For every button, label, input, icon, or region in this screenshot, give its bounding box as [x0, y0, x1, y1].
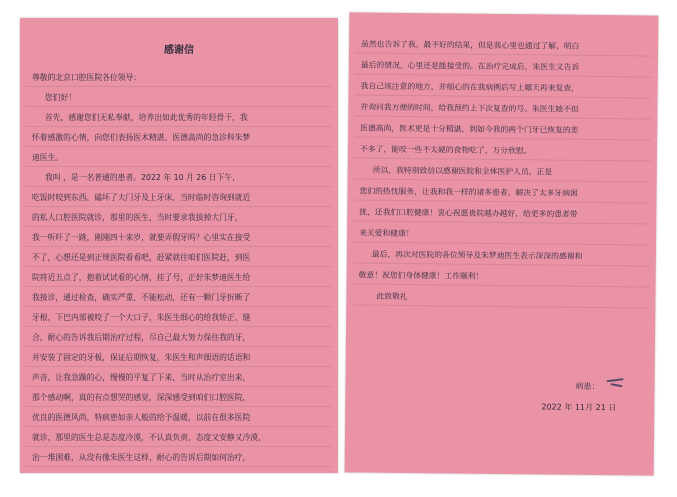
letter-line: 迪医生。	[32, 153, 64, 162]
ruled-line	[353, 262, 650, 266]
letter-title: 感谢信	[164, 45, 194, 56]
ruled-line	[354, 136, 651, 140]
ruled-line	[354, 115, 651, 119]
ruled-line	[26, 106, 332, 107]
ruled-line	[355, 94, 652, 98]
ruled-line	[26, 246, 332, 247]
ruled-line	[353, 241, 650, 245]
letter-line: 怀着感激的心情，向您们表扬医术精湛、医德高尚的急诊科朱梦	[32, 133, 251, 142]
ruled-line	[355, 73, 652, 77]
letter-line: 牙根，下巴内部被咬了一个大口子，朱医生细心的给我矫正、缝	[32, 313, 251, 322]
letter-line: 敬意！祝您们身体健康！工作顺利！	[358, 270, 484, 281]
ruled-line	[26, 446, 332, 447]
ruled-line	[26, 266, 332, 267]
ruled-line	[26, 86, 332, 87]
letter-line: 您们好！	[45, 93, 77, 102]
letter-line: 最后的情况，心里还是能接受的。在治疗完成后，朱医生又告诉	[360, 60, 580, 72]
signature-label: 病患：	[575, 381, 600, 392]
ruled-line	[352, 304, 649, 308]
ruled-line	[26, 206, 332, 207]
letter-line: 虽然也告诉了我，最不好的结果，但是我心里也通过了解，明白	[361, 39, 580, 51]
letter-line: 扰，还我们口腔健康！衷心祝愿贵院越办越好，给更多的患者带	[359, 207, 578, 219]
letter-line: 吃饭时咬到东西，磕坏了大门牙及上牙床，当时临时咨询到就近	[32, 193, 251, 202]
letter-line: 不了，心想还是到正规医院看看吧，赶紧就往咱们医院赶，到医	[32, 253, 251, 262]
ruled-line	[26, 466, 332, 467]
ruled-line	[26, 126, 332, 127]
ruled-line	[353, 283, 650, 287]
letter-line: 院将近五点了，抱着试试看的心情，挂了号，正好朱梦迪医生给	[32, 273, 251, 282]
ruled-line	[26, 146, 332, 147]
letter-line: 并安装了固定的牙板，保证后期恢复，朱医生和声细语的话语和	[32, 353, 251, 362]
ruled-line	[26, 326, 332, 327]
letter-line: 那个感动啊，真的有点想哭的感觉，深深感受到咱们口腔医院，	[32, 393, 251, 402]
letter-line: 的私人口腔医院就诊，那里的医生，当时要求我拔掉大门牙，	[32, 213, 243, 222]
ruled-line	[354, 157, 651, 161]
ruled-line	[354, 178, 651, 182]
letter-line: 尊敬的北京口腔医院各位领导：	[32, 73, 142, 82]
letter-line: 您们的热忱服务，让我和我一样的诸多患者，解决了太多牙病困	[359, 186, 578, 198]
ruled-line	[355, 52, 652, 56]
letter-line: 我自己该注意的地方，并细心的在我病例后写上哪天再来复查，	[360, 81, 579, 93]
letter-line: 并询问我方便的时间，给我预约上下次复查的号。朱医生她不但	[360, 102, 579, 114]
handwritten-signature	[604, 376, 626, 390]
letter-line: 不多了，能咬一些不太硬的食物吃了，万分欣慰。	[359, 144, 532, 156]
ruled-line	[353, 220, 650, 224]
letter-line: 来关爱和健康！	[359, 228, 414, 239]
ruled-line	[26, 306, 332, 307]
letter-page-left	[20, 18, 338, 473]
letter-line: 优良的医德风尚，特病患如亲人般的给予温暖，以前在很多医院	[32, 413, 251, 422]
letter-line: 此致敬礼	[376, 291, 408, 302]
ruled-line	[26, 406, 332, 407]
ruled-line	[26, 166, 332, 167]
ruled-line	[26, 426, 332, 427]
letter-line: 我叫 ，是一名普通的患者。2022 年 10 月 26 日下午，	[45, 173, 240, 182]
ruled-line	[26, 386, 332, 387]
letter-line: 首先，感谢您们无私奉献，培养出如此优秀的年轻骨干，我	[45, 113, 248, 122]
letter-date: 2022 年 11月 21 日	[541, 402, 617, 413]
letter-line: 我一听吓了一跳，刚刚四十来岁，就要弄假牙吗？心里实在接受	[32, 233, 251, 242]
ruled-line	[26, 366, 332, 367]
letter-line: 治一堆困难，从没有像朱医生这样，耐心的告诉后期如何治疗，	[32, 453, 251, 462]
ruled-line	[26, 226, 332, 227]
letter-page-right	[345, 12, 659, 475]
letter-line: 合，耐心的告诉我后期治疗过程，尽自己最大努力保住我的牙，	[32, 333, 251, 342]
letter-line: 声音，让我急躁的心，慢慢的平复了下来，当时从治疗室出来，	[32, 373, 251, 382]
letter-line: 就诊，那里的医生总是态度冷漠，不认真负责，态度又安静又冷漠，	[32, 433, 266, 442]
letter-body-right	[349, 12, 658, 302]
ruled-line	[26, 346, 332, 347]
letter-line: 我接诊，通过检查，确实严重，不能松动，还有一颗门牙折断了	[32, 293, 251, 302]
ruled-line	[353, 199, 650, 203]
letter-line: 最后，再次对医院的各位领导及朱梦迪医生表示深深的感谢和	[371, 249, 583, 261]
ruled-line	[26, 286, 332, 287]
ruled-line	[26, 186, 332, 187]
letter-line: 医德高尚，医术更是十分精湛，到如今我的两个门牙已恢复的差	[360, 123, 579, 135]
letter-line: 所以，我特别致信以感谢医院和全体医护人员，正是	[372, 165, 553, 177]
